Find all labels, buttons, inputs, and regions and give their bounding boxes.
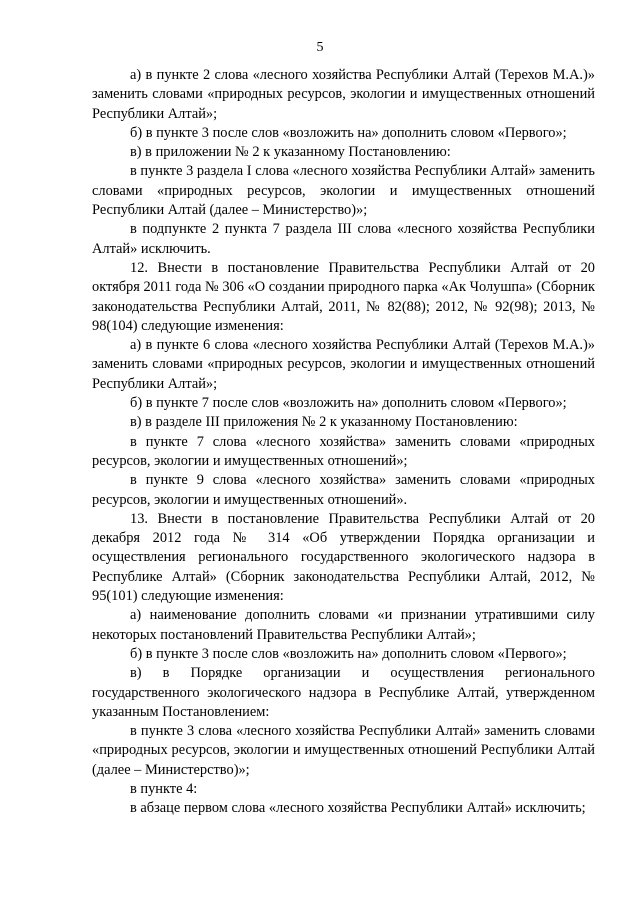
page-number: 5 [316, 40, 324, 55]
paragraph-clause-13: 13. Внести в постановление Правительства Республики Алтай от 20 декабря 2012 года № 314 «Об утверждении Порядка организации и осуществления регионального государственного экологического надзора в Республике Алтай» (Сборник законодательства Республики Алтай, 2012, № 95(101) следующие изменения: [92, 510, 595, 605]
paragraph-clause-12-point-9: в пункте 9 слова «лесного хозяйства» заменить словами «природных ресурсов, экологии и имущественных отношений». [92, 472, 595, 508]
paragraph-section-1-point-3: в пункте 3 раздела I слова «лесного хозяйства Республики Алтай» заменить словами «природных ресурсов, экологии и имущественных отношений Республики Алтай (далее – Министерство)»; [92, 163, 595, 219]
paragraph-clause-12: 12. Внести в постановление Правительства Республики Алтай от 20 октября 2011 года № 306 «О создании природного парка «Ак Чолушпа» (Сборник законодательства Республики Алтай, 2011, № 82(88); 2012, № 92(98); 2013, № 98(104) следующие изменения: [92, 259, 595, 334]
paragraph-clause-13-point-4: в пункте 4: [130, 780, 198, 797]
paragraph-clause-13-b: б) в пункте 3 после слов «возложить на» дополнить словом «Первого»; [130, 645, 567, 662]
paragraph-clause-12-point-7: в пункте 7 слова «лесного хозяйства» заменить словами «природных ресурсов, экологии и имущественных отношений»; [92, 433, 595, 469]
paragraph-item-a-point-2: а) в пункте 2 слова «лесного хозяйства Республики Алтай (Терехов М.А.)» заменить словами «природных ресурсов, экологии и имущественных отношений Республики Алтай»; [92, 67, 595, 122]
paragraph-clause-13-v: в) в Порядке организации и осуществления регионального государственного экологического надзора в Республике Алтай, утвержденном указанным Постановлением: [92, 665, 595, 720]
paragraph-clause-13-point-4-first-abzats: в абзаце первом слова «лесного хозяйства Республики Алтай» исключить; [130, 800, 586, 817]
paragraph-clause-13-a: а) наименование дополнить словами «и признании утратившими силу некоторых постановлений Правительства Республики Алтай»; [92, 607, 595, 643]
paragraph-section-3-point-7: в подпункте 2 пункта 7 раздела III слова «лесного хозяйства Республики Алтай» исключить. [92, 221, 595, 257]
paragraph-clause-12-b: б) в пункте 7 после слов «возложить на» дополнить словом «Первого»; [130, 395, 567, 412]
paragraph-item-v-appendix-2: в) в приложении № 2 к указанному Постановлению: [130, 144, 451, 161]
paragraph-clause-12-v: в) в разделе III приложения № 2 к указанному Постановлению: [130, 414, 518, 431]
paragraph-clause-12-a: а) в пункте 6 слова «лесного хозяйства Республики Алтай (Терехов М.А.)» заменить словами «природных ресурсов, экологии и имущественных отношений Республики Алтай»; [92, 337, 595, 392]
document-body [92, 66, 595, 819]
paragraph-clause-13-point-3: в пункте 3 слова «лесного хозяйства Республики Алтай» заменить словами «природных ресурсов, экологии и имущественных отношений Республики Алтай (далее – Министерство)»; [92, 723, 595, 778]
paragraph-item-b-point-3: б) в пункте 3 после слов «возложить на» дополнить словом «Первого»; [130, 124, 567, 141]
